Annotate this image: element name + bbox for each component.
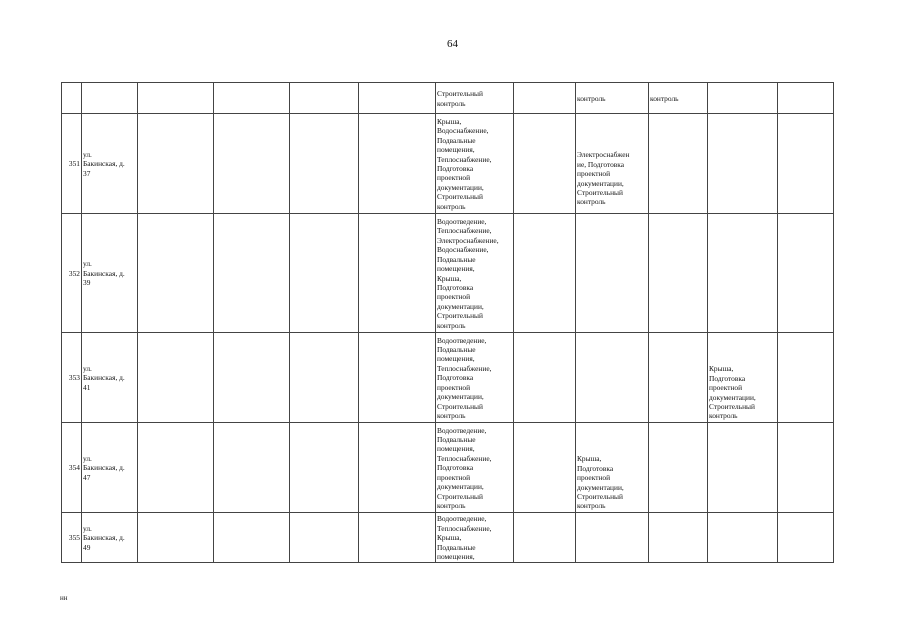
table-row [62, 214, 834, 333]
cell-empty [359, 114, 436, 214]
cell-empty [778, 333, 834, 423]
cell-work-list-alt: Электроснабжен ие, Подготовка проектной документации, Строительный контроль [576, 114, 649, 214]
cell-work-list: Водоотведение, Теплоснабжение, Электроснабжение, Водоснабжение, Подвальные помещения, Крыша, Подготовка проектной документации, Строительный контроль [436, 214, 514, 333]
cell-empty [359, 333, 436, 423]
cell-empty [649, 214, 708, 333]
cell-empty [778, 83, 834, 114]
cell-num [62, 83, 82, 114]
cell-address: ул. Бакинская, д. 39 [82, 214, 138, 333]
cell-address: ул. Бакинская, д. 37 [82, 114, 138, 214]
cell-empty [138, 513, 214, 563]
cell-empty [649, 333, 708, 423]
cell-work-list: Крыша, Водоснабжение, Подвальные помещения, Теплоснабжение, Подготовка проектной документации, Строительный контроль [436, 114, 514, 214]
cell-empty [138, 83, 214, 114]
cell-empty [214, 83, 290, 114]
cell-empty [290, 513, 359, 563]
cell-empty [649, 114, 708, 214]
cell-empty [576, 333, 649, 423]
cell-empty [359, 513, 436, 563]
cell-address [82, 83, 138, 114]
cell-work-list: Водоотведение, Подвальные помещения, Теплоснабжение, Подготовка проектной документации, Строительный контроль [436, 333, 514, 423]
cell-work-list-alt: контроль [576, 83, 649, 114]
cell-empty [514, 513, 576, 563]
table-row-continuation [62, 83, 834, 114]
cell-empty [359, 83, 436, 114]
cell-empty [514, 114, 576, 214]
cell-empty [708, 214, 778, 333]
cell-num: 355 [62, 513, 82, 563]
cell-empty [514, 423, 576, 513]
cell-empty [214, 333, 290, 423]
cell-num: 354 [62, 423, 82, 513]
cell-empty [138, 114, 214, 214]
cell-empty [708, 423, 778, 513]
page-number: 64 [447, 38, 458, 50]
cell-empty [514, 214, 576, 333]
cell-num: 353 [62, 333, 82, 423]
cell-empty [290, 214, 359, 333]
table-row [62, 423, 834, 513]
cell-empty [290, 333, 359, 423]
cell-empty [214, 423, 290, 513]
cell-empty [214, 513, 290, 563]
cell-empty [708, 83, 778, 114]
table-row [62, 513, 834, 563]
cell-empty [138, 423, 214, 513]
cell-empty [778, 513, 834, 563]
cell-empty [514, 83, 576, 114]
cell-empty [778, 214, 834, 333]
cell-empty [290, 114, 359, 214]
cell-empty [214, 214, 290, 333]
cell-empty [576, 513, 649, 563]
cell-empty [214, 114, 290, 214]
cell-empty [778, 114, 834, 214]
cell-empty [708, 114, 778, 214]
cell-work-list: Водоотведение, Подвальные помещения, Теплоснабжение, Подготовка проектной документации, Строительный контроль [436, 423, 514, 513]
cell-work-list-alt: Крыша, Подготовка проектной документации, Строительный контроль [576, 423, 649, 513]
cell-work-list: Строительный контроль [436, 83, 514, 114]
cell-empty [514, 333, 576, 423]
cell-empty [778, 423, 834, 513]
cell-address: ул. Бакинская, д. 47 [82, 423, 138, 513]
cell-address: ул. Бакинская, д. 41 [82, 333, 138, 423]
cell-num: 352 [62, 214, 82, 333]
cell-empty [359, 214, 436, 333]
cell-work-list: Водоотведение, Теплоснабжение, Крыша, Подвальные помещения, [436, 513, 514, 563]
cell-empty [649, 423, 708, 513]
cell-empty [138, 214, 214, 333]
cell-empty [138, 333, 214, 423]
cell-empty [290, 83, 359, 114]
table-row [62, 333, 834, 423]
cell-work-list-alt: Крыша, Подготовка проектной документации, Строительный контроль [708, 333, 778, 423]
cell-address: ул. Бакинская, д. 49 [82, 513, 138, 563]
cell-num: 351 [62, 114, 82, 214]
cell-work-list-alt: контроль [649, 83, 708, 114]
works-table [61, 82, 834, 563]
footer-mark: нн [60, 594, 68, 602]
cell-empty [708, 513, 778, 563]
cell-empty [576, 214, 649, 333]
cell-empty [290, 423, 359, 513]
cell-empty [649, 513, 708, 563]
cell-empty [359, 423, 436, 513]
table-row [62, 114, 834, 214]
